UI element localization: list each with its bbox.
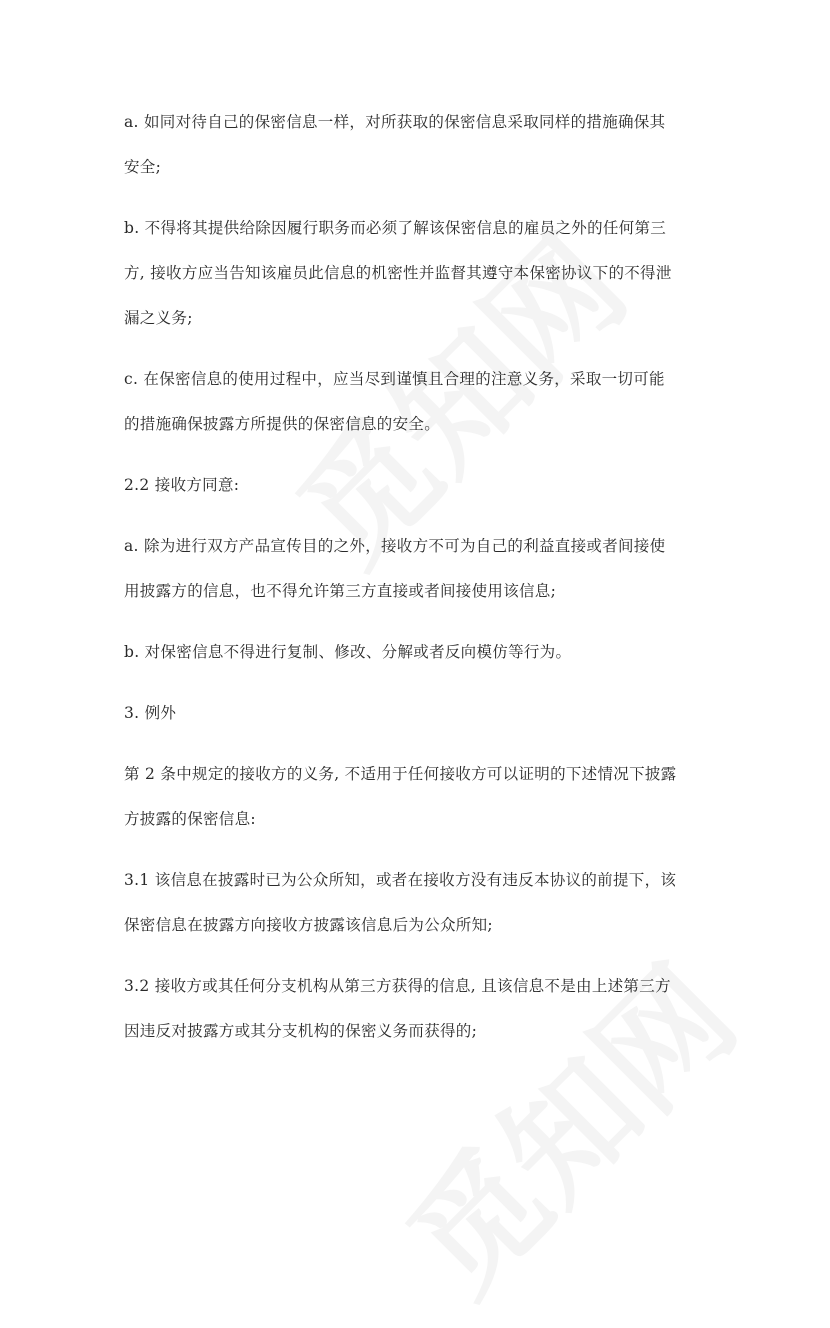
text-line: b. 不得将其提供给除因履行职务而必须了解该保密信息的雇员之外的任何第三 <box>124 219 667 237</box>
text-line: 3.1 该信息在披露时已为公众所知，或者在接收方没有违反本协议的前提下，该 <box>124 871 677 889</box>
text-line: 方, 接收方应当告知该雇员此信息的机密性并监督其遵守本保密协议下的不得泄 <box>124 264 672 282</box>
text-line: 3.2 接收方或其任何分支机构从第三方获得的信息, 且该信息不是由上述第三方 <box>124 977 671 995</box>
heading-text: 2.2 接收方同意: <box>124 476 240 494</box>
clause-2-1-a <box>124 100 714 190</box>
text-line: 方披露的保密信息: <box>124 810 256 828</box>
clause-2-2-a <box>124 524 714 614</box>
text-line: 用披露方的信息，也不得允许第三方直接或者间接使用该信息; <box>124 582 557 600</box>
heading-text: 3. 例外 <box>124 704 177 722</box>
clause-2-1-c <box>124 357 714 447</box>
clause-2-2-b <box>124 630 714 675</box>
clause-3-1 <box>124 858 714 948</box>
text-line: b. 对保密信息不得进行复制、修改、分解或者反向模仿等行为。 <box>124 643 572 661</box>
text-line: 第 2 条中规定的接收方的义务, 不适用于任何接收方可以证明的下述情况下披露 <box>124 765 677 783</box>
text-line: 安全; <box>124 158 162 176</box>
text-line: 漏之义务; <box>124 309 193 327</box>
text-line: c. 在保密信息的使用过程中，应当尽到谨慎且合理的注意义务，采取一切可能 <box>124 370 665 388</box>
clause-2-1-b <box>124 206 714 341</box>
document-body <box>124 100 714 1070</box>
text-line: 因违反对披露方或其分支机构的保密义务而获得的; <box>124 1022 478 1040</box>
section-heading-3 <box>124 691 714 736</box>
section-heading-2-2 <box>124 463 714 508</box>
text-line: a. 如同对待自己的保密信息一样，对所获取的保密信息采取同样的措施确保其 <box>124 113 666 131</box>
text-line: 保密信息在披露方向接收方披露该信息后为公众所知; <box>124 916 493 934</box>
clause-3-2 <box>124 964 714 1054</box>
text-line: a. 除为进行双方产品宣传目的之外，接收方不可为自己的利益直接或者间接使 <box>124 537 666 555</box>
text-line: 的措施确保披露方所提供的保密信息的安全。 <box>124 415 441 433</box>
clause-3-intro <box>124 752 714 842</box>
